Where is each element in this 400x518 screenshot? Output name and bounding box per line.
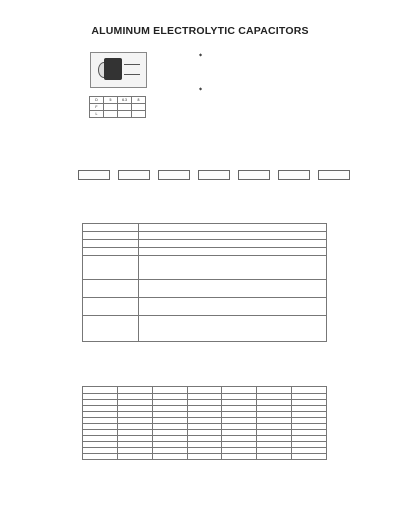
characteristic-label (83, 232, 139, 240)
case-size-column-header (257, 387, 292, 394)
dimension-row (90, 104, 146, 111)
dimension-cell (132, 104, 146, 111)
characteristics-row (83, 232, 327, 240)
characteristic-label (83, 248, 139, 256)
case-size-cell (257, 454, 292, 460)
dimension-row (90, 111, 146, 118)
characteristic-value (139, 298, 327, 316)
characteristics-row (83, 240, 327, 248)
case-size-cell (83, 454, 118, 460)
characteristic-value (139, 256, 327, 280)
case-size-column-header (187, 387, 222, 394)
characteristic-value (139, 316, 327, 342)
ordering-field-box (318, 170, 350, 180)
dimension-cell: F (90, 104, 104, 111)
characteristics-row (83, 256, 327, 280)
characteristic-value (139, 224, 327, 232)
dimension-cell (104, 111, 118, 118)
dimension-table (89, 96, 146, 118)
case-size-column-header (83, 387, 118, 394)
characteristic-label (83, 256, 139, 280)
characteristic-label (83, 280, 139, 298)
characteristics-row (83, 316, 327, 342)
characteristics-row (83, 280, 327, 298)
ordering-field-box (78, 170, 110, 180)
ordering-field-box (118, 170, 150, 180)
case-size-column-header (222, 387, 257, 394)
case-size-column-header (292, 387, 327, 394)
characteristic-value (139, 248, 327, 256)
characteristic-value (139, 280, 327, 298)
ordering-field-box (278, 170, 310, 180)
capacitor-side-view (104, 58, 122, 80)
case-size-cell (152, 454, 187, 460)
case-size-row (83, 454, 327, 460)
case-size-cell (187, 454, 222, 460)
characteristics-row (83, 248, 327, 256)
characteristics-row (83, 298, 327, 316)
case-size-cell (292, 454, 327, 460)
case-size-column-header (152, 387, 187, 394)
characteristics-row (83, 224, 327, 232)
ordering-field-box (238, 170, 270, 180)
dimension-cell: 6.3 (118, 97, 132, 104)
ordering-field-box (198, 170, 230, 180)
characteristic-value (139, 232, 327, 240)
dimension-cell: L (90, 111, 104, 118)
dimension-cell (118, 111, 132, 118)
characteristic-label (83, 224, 139, 232)
dimension-cell (104, 104, 118, 111)
characteristic-label (83, 298, 139, 316)
lead-wire (124, 74, 140, 75)
case-size-cell (117, 454, 152, 460)
characteristic-value (139, 240, 327, 248)
dimension-cell: 5 (104, 97, 118, 104)
characteristic-label (83, 316, 139, 342)
characteristic-label (83, 240, 139, 248)
page-title: ALUMINUM ELECTROLYTIC CAPACITORS (91, 25, 309, 37)
case-size-column-header (117, 387, 152, 394)
dimension-cell: D (90, 97, 104, 104)
case-size-cell (222, 454, 257, 460)
case-sizes-table (82, 386, 327, 460)
dimension-row (90, 97, 146, 104)
characteristics-table (82, 223, 327, 342)
dimension-cell: 8 (132, 97, 146, 104)
ordering-field-box (158, 170, 190, 180)
dimension-cell (118, 104, 132, 111)
lead-wire (124, 64, 140, 65)
dimension-cell (132, 111, 146, 118)
